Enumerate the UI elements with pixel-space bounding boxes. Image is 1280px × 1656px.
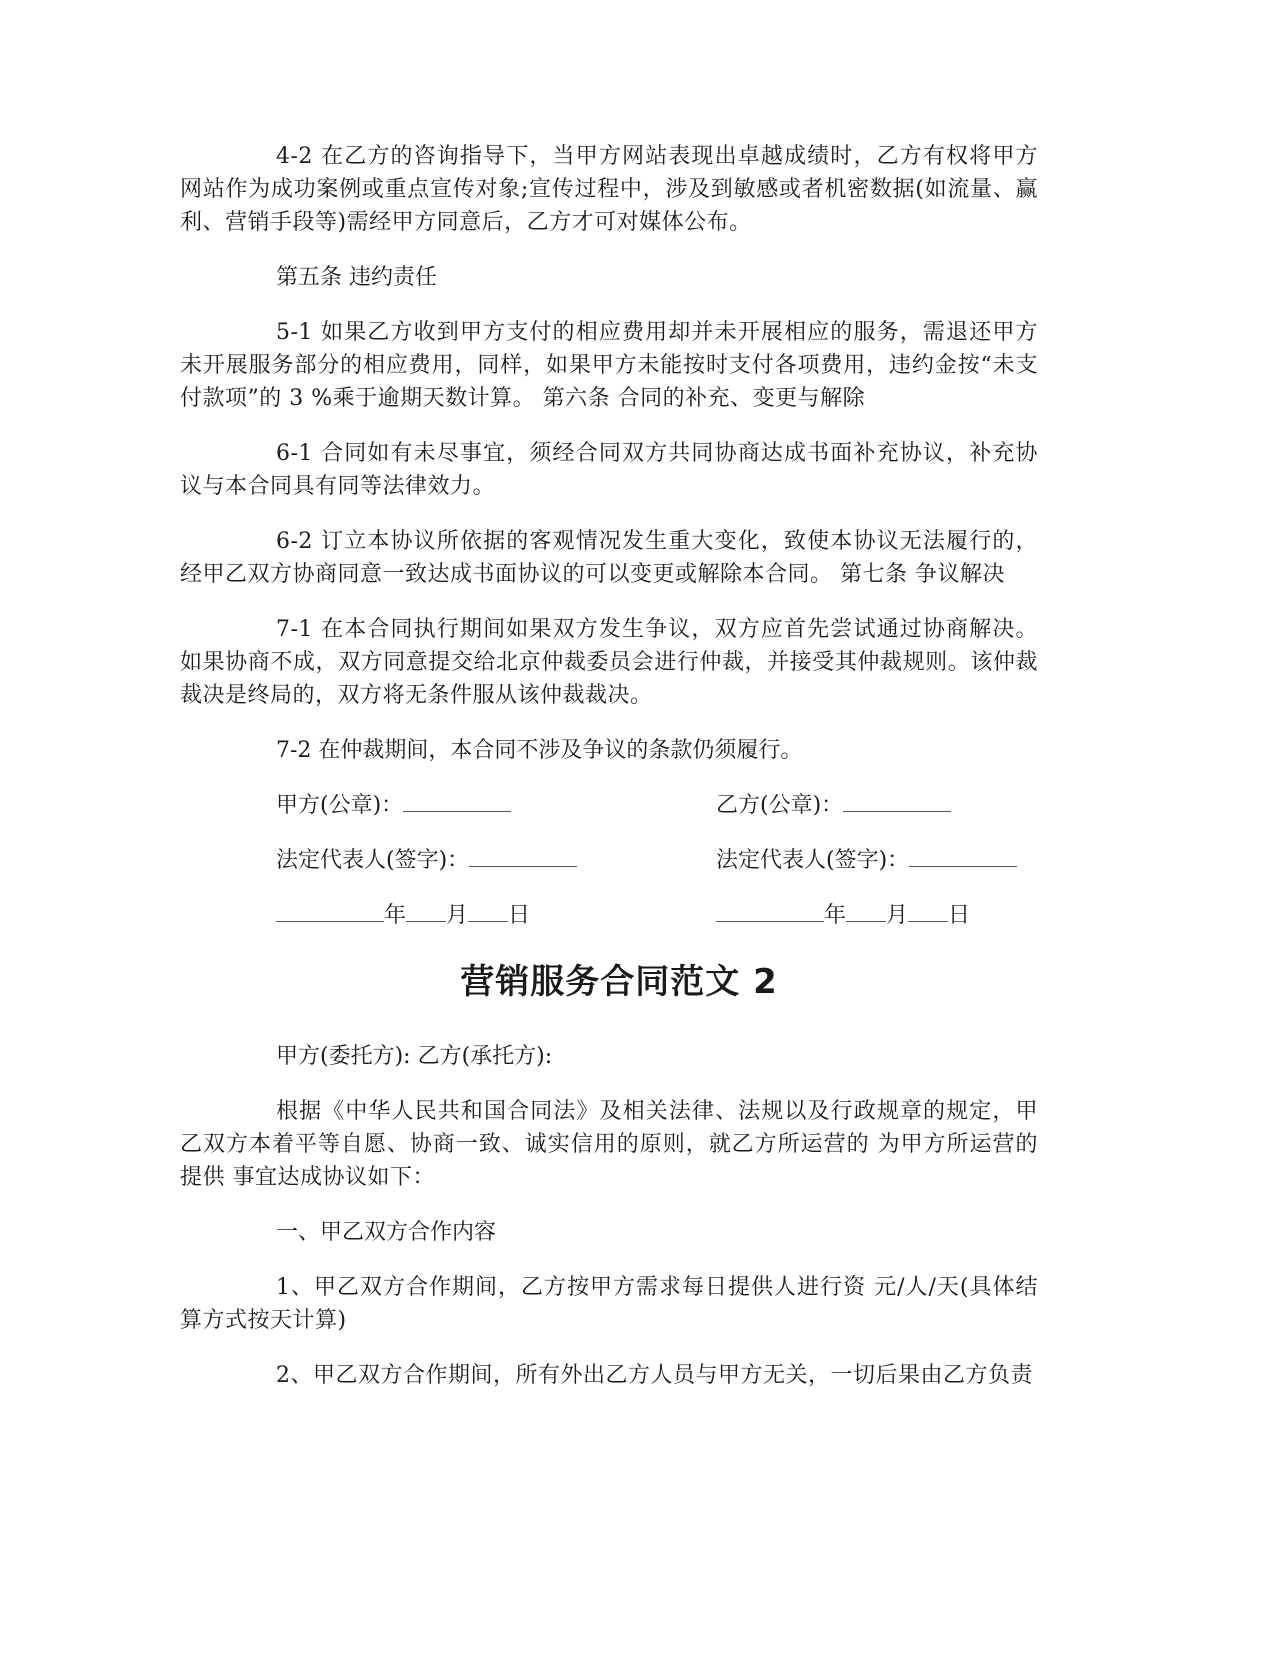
- year-blank: [716, 899, 824, 922]
- month-blank: [406, 899, 446, 922]
- party-a-date: [276, 899, 716, 932]
- article-5-heading: 第五条 违约责任: [276, 265, 437, 290]
- clause-4-2: 4-2 在乙方的咨询指导下，当甲方网站表现出卓越成绩时，乙方有权将甲方网站作为成功案例或重点宣传对象;宣传过程中，涉及到敏感或者机密数据(如流量、赢利、营销手段等)需经甲方同意后，乙方才可对媒体公布。: [180, 144, 1038, 235]
- month-blank: [846, 899, 886, 922]
- clause-6-1: 6-1 合同如有未尽事宜，须经合同双方共同协商达成书面补充协议，补充协议与本合同具有同等法律效力。: [180, 441, 1038, 499]
- parties-line: 甲方(委托方): 乙方(承托方):: [276, 1044, 553, 1069]
- year-label: 年: [384, 903, 407, 928]
- party-b-rep: [716, 844, 1017, 877]
- item-2: 2、甲乙双方合作期间，所有外出乙方人员与甲方无关，一切后果由乙方负责: [276, 1363, 1033, 1388]
- party-a-rep-label: 法定代表人(签字)：: [276, 848, 470, 873]
- party-a-rep: [276, 844, 716, 877]
- document-page: [180, 140, 1038, 1414]
- document-title: 营销服务合同范文 2: [460, 962, 778, 1002]
- party-b-rep-blank: [909, 844, 1017, 867]
- clause-6-2: 6-2 订立本协议所依据的客观情况发生重大变化，致使本协议无法履行的，经甲乙双方协商同意一致达成书面协议的可以变更或解除本合同。 第七条 争议解决: [180, 529, 1038, 587]
- day-blank: [468, 899, 508, 922]
- party-a-seal: [276, 789, 716, 822]
- day-blank: [908, 899, 948, 922]
- day-label: 日: [508, 903, 531, 928]
- clause-7-2: 7-2 在仲裁期间，本合同不涉及争议的条款仍须履行。: [276, 738, 803, 763]
- section-heading-1: 一、甲乙双方合作内容: [276, 1220, 497, 1245]
- year-blank: [276, 899, 384, 922]
- month-label: 月: [446, 903, 469, 928]
- party-a-seal-blank: [403, 789, 511, 812]
- party-b-rep-label: 法定代表人(签字)：: [716, 848, 910, 873]
- party-b-seal-label: 乙方(公章)：: [716, 793, 844, 818]
- party-a-rep-blank: [469, 844, 577, 867]
- seal-row: [180, 789, 1038, 822]
- item-1: 1、甲乙双方合作期间，乙方按甲方需求每日提供人进行资 元/人/天(具体结算方式按天计算): [180, 1275, 1038, 1333]
- date-row: [180, 899, 1038, 932]
- month-label: 月: [886, 903, 909, 928]
- party-b-seal: [716, 789, 951, 822]
- day-label: 日: [948, 903, 971, 928]
- representative-row: [180, 844, 1038, 877]
- party-b-seal-blank: [843, 789, 951, 812]
- party-a-seal-label: 甲方(公章)：: [276, 793, 404, 818]
- year-label: 年: [824, 903, 847, 928]
- clause-5-1: 5-1 如果乙方收到甲方支付的相应费用却并未开展相应的服务，需退还甲方未开展服务部分的相应费用，同样，如果甲方未能按时支付各项费用，违约金按“未支付款项”的 3 %乘于逾期天数计算。 第六条 合同的补充、变更与解除: [180, 320, 1038, 411]
- party-b-date: [716, 899, 970, 932]
- clause-7-1: 7-1 在本合同执行期间如果双方发生争议，双方应首先尝试通过协商解决。如果协商不成，双方同意提交给北京仲裁委员会进行仲裁，并接受其仲裁规则。该仲裁裁决是终局的，双方将无条件服从该仲裁裁决。: [180, 617, 1038, 708]
- intro-paragraph: 根据《中华人民共和国合同法》及相关法律、法规以及行政规章的规定，甲乙双方本着平等自愿、协商一致、诚实信用的原则，就乙方所运营的 为甲方所运营的 提供 事宜达成协议如下：: [180, 1099, 1038, 1190]
